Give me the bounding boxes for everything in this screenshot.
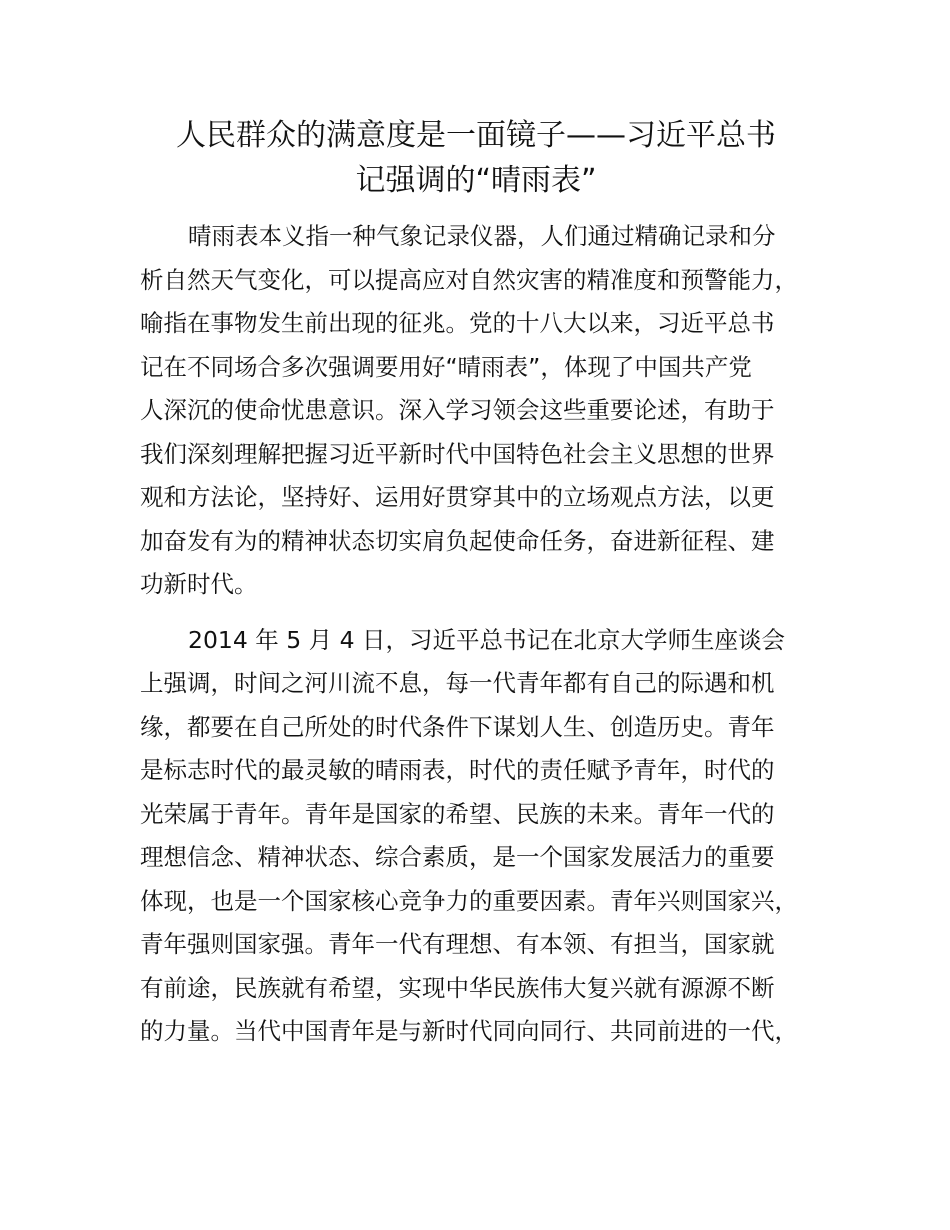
text-line: 人深沉的使命忧患意识。深入学习领会这些重要论述，有助于 [140, 396, 775, 424]
text-line: 光荣属于青年。青年是国家的希望、民族的未来。青年一代的 [140, 799, 775, 828]
title-line-2: 记强调的“晴雨表” [355, 163, 597, 198]
text-line: 我们深刻理解把握习近平新时代中国特色社会主义思想的世界 [140, 439, 775, 468]
text-line: 析自然天气变化，可以提高应对自然灾害的精准度和预警能力， [140, 265, 798, 294]
text-line: 体现，也是一个国家核心竞争力的重要因素。青年兴则国家兴， [140, 886, 798, 915]
text-line: 有前途，民族就有希望，实现中华民族伟大复兴就有源源不断 [140, 973, 775, 1002]
text-line: 是标志时代的最灵敏的晴雨表，时代的责任赋予青年，时代的 [140, 756, 775, 784]
text-line: 青年强则国家强。青年一代有理想、有本领、有担当，国家就 [140, 930, 775, 958]
text-line: 的力量。当代中国青年是与新时代同向同行、共同前进的一代， [140, 1017, 798, 1045]
document-title [140, 113, 812, 203]
text-line: 记在不同场合多次强调要用好“晴雨表”，体现了中国共产党 [140, 352, 752, 381]
text-line: 2014 年 5 月 4 日，习近平总书记在北京大学师生座谈会 [188, 625, 786, 654]
text-line: 晴雨表本义指一种气象记录仪器，人们通过精确记录和分 [188, 222, 776, 250]
text-line: 加奋发有为的精神状态切实肩负起使命任务，奋进新征程、建 [140, 526, 775, 555]
text-line: 观和方法论，坚持好、运用好贯穿其中的立场观点方法，以更 [140, 483, 775, 511]
text-line: 缘，都要在自己所处的时代条件下谋划人生、创造历史。青年 [140, 712, 775, 741]
paragraph-2 [140, 619, 830, 1054]
title-line-1: 人民群众的满意度是一面镜子——习近平总书 [176, 118, 776, 153]
text-line: 喻指在事物发生前出现的征兆。党的十八大以来，习近平总书 [140, 309, 775, 337]
document-body [140, 215, 830, 1066]
text-line: 理想信念、精神状态、综合素质，是一个国家发展活力的重要 [140, 843, 775, 871]
text-line: 上强调，时间之河川流不息，每一代青年都有自己的际遇和机 [140, 669, 775, 697]
paragraph-1 [140, 215, 830, 607]
text-line: 功新时代。 [140, 570, 258, 598]
